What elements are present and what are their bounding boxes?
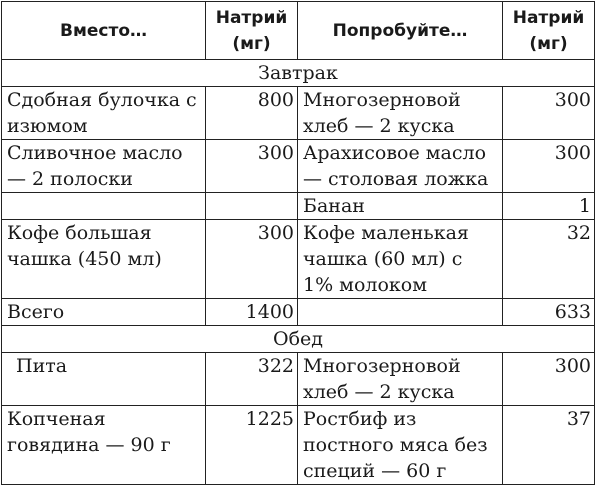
instead-cell: Пита xyxy=(2,353,206,406)
try-cell: Ростбиф из постного мяса без специй — 60 г xyxy=(298,406,503,485)
total-sodium-try-cell: 633 xyxy=(503,299,595,326)
table-row xyxy=(2,406,595,485)
instead-cell xyxy=(2,193,206,220)
section-row-lunch xyxy=(2,326,595,353)
try-cell: Многозерновой хлеб — 2 куска xyxy=(298,87,503,140)
total-sodium-instead-cell: 1400 xyxy=(206,299,298,326)
section-title: Обед xyxy=(2,326,595,353)
sodium-instead-cell: 300 xyxy=(206,220,298,299)
sodium-try-cell: 32 xyxy=(503,220,595,299)
header-instead: Вместо… xyxy=(2,2,206,60)
sodium-instead-cell xyxy=(206,193,298,220)
section-row-breakfast xyxy=(2,60,595,87)
instead-cell: Кофе большая чашка (450 мл) xyxy=(2,220,206,299)
table-row xyxy=(2,353,595,406)
try-cell xyxy=(298,299,503,326)
instead-cell: Сдобная булочка с изюмом xyxy=(2,87,206,140)
section-title: Завтрак xyxy=(2,60,595,87)
sodium-try-cell: 300 xyxy=(503,140,595,193)
sodium-try-cell: 300 xyxy=(503,87,595,140)
table-row xyxy=(2,140,595,193)
sodium-instead-cell: 322 xyxy=(206,353,298,406)
table-row xyxy=(2,193,595,220)
header-row xyxy=(2,2,595,60)
sodium-try-cell: 300 xyxy=(503,353,595,406)
table-row-total xyxy=(2,299,595,326)
header-try: Попробуйте… xyxy=(298,2,503,60)
try-cell: Банан xyxy=(298,193,503,220)
sodium-try-cell: 1 xyxy=(503,193,595,220)
sodium-instead-cell: 800 xyxy=(206,87,298,140)
try-cell: Арахисовое масло — столовая ложка xyxy=(298,140,503,193)
sodium-comparison-table xyxy=(1,1,595,485)
sodium-instead-cell: 1225 xyxy=(206,406,298,485)
table-row xyxy=(2,220,595,299)
try-cell: Кофе маленькая чашка (60 мл) с 1% молоком xyxy=(298,220,503,299)
table-row xyxy=(2,87,595,140)
total-label-cell: Всего xyxy=(2,299,206,326)
instead-cell: Копченая говядина — 90 г xyxy=(2,406,206,485)
sodium-try-cell: 37 xyxy=(503,406,595,485)
sodium-instead-cell: 300 xyxy=(206,140,298,193)
header-sodium-try: Натрий (мг) xyxy=(503,2,595,60)
instead-cell: Сливочное масло — 2 полоски xyxy=(2,140,206,193)
header-sodium-instead: Натрий (мг) xyxy=(206,2,298,60)
try-cell: Многозерновой хлеб — 2 куска xyxy=(298,353,503,406)
